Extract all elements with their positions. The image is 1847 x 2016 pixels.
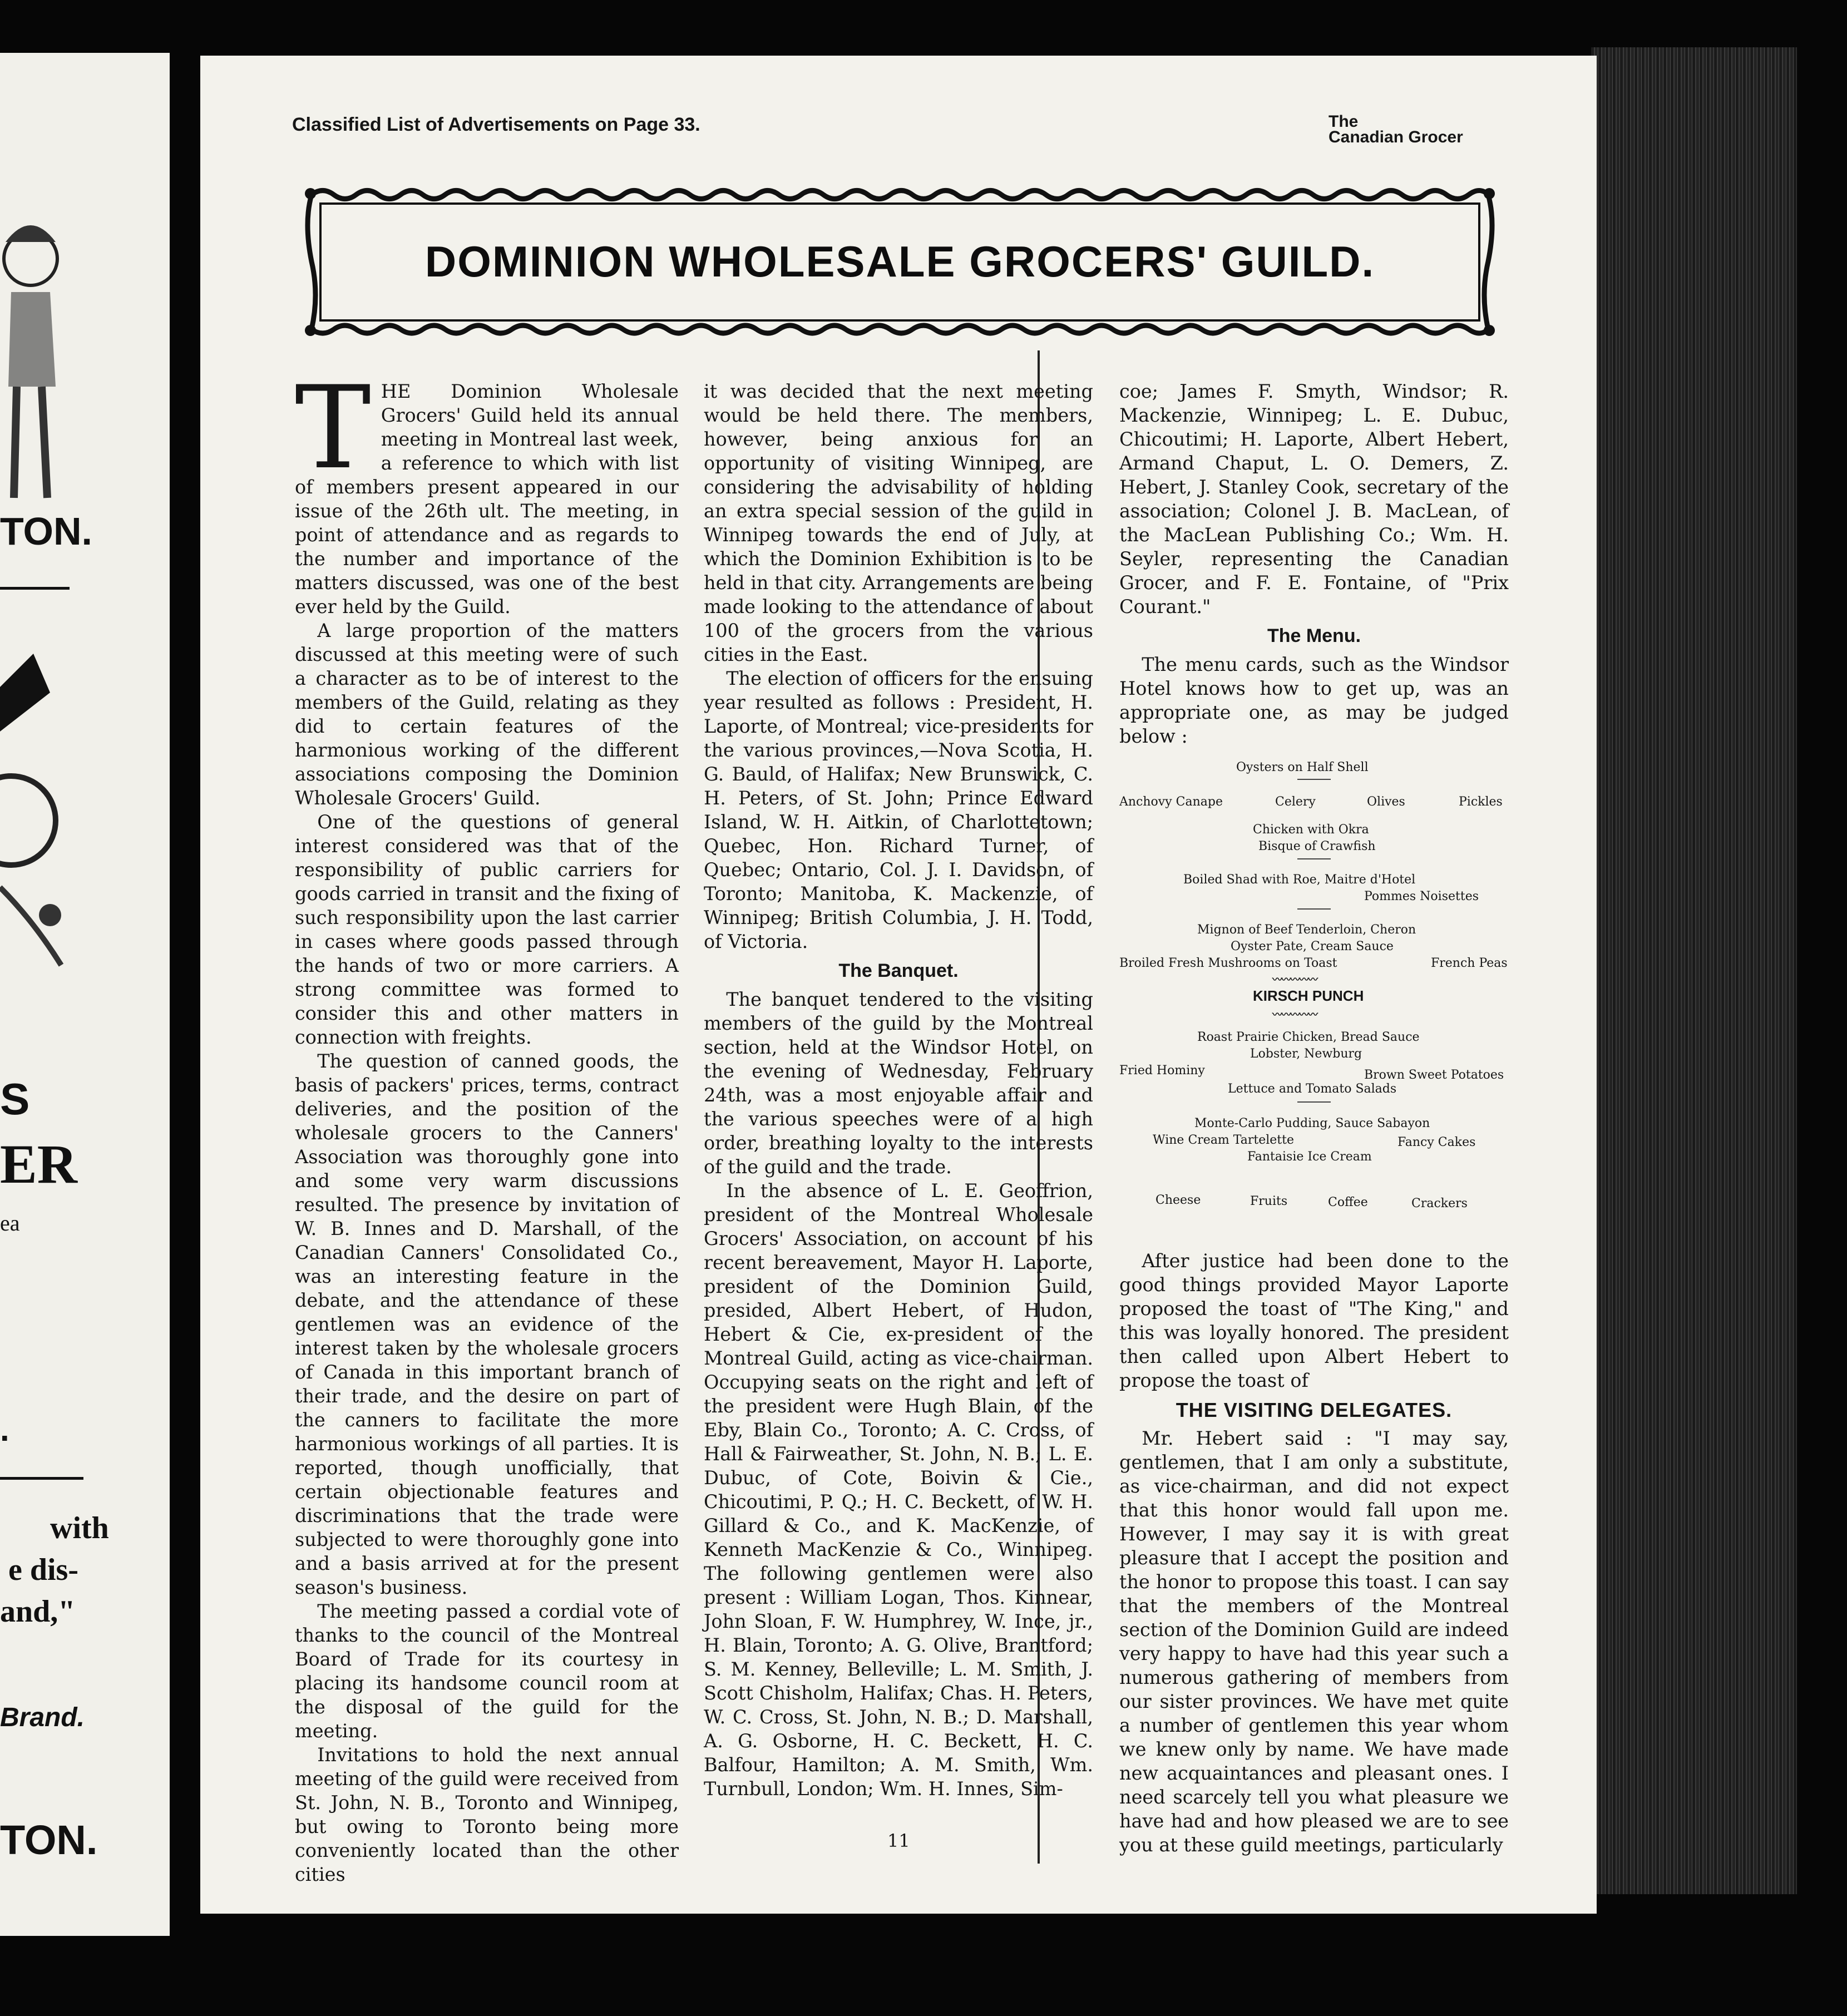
menu-item: Coffee	[1328, 1195, 1368, 1209]
ad-fragment: e dis-	[8, 1553, 78, 1587]
menu-item: Fruits	[1250, 1194, 1288, 1208]
menu-item: Chicken with Okra	[1253, 823, 1369, 837]
menu-item: Celery	[1275, 795, 1316, 809]
publication-name-line2: Canadian Grocer	[1329, 128, 1463, 146]
menu-item: Monte-Carlo Pudding, Sauce Sabayon	[1194, 1116, 1430, 1130]
menu-item: Wine Cream Tartelette	[1153, 1133, 1294, 1147]
paragraph: The election of officers for the ensuing year resulted as follows : President, H. Laporte, of Montreal; vice-presidents for the various provinces,—Nova Scotia, H. G. Bauld, of Halifax; New Brunswick, C. H. Peters, of St. John; Prince Edward Island, W. H. Aitkin, of Charlottetown; Quebec, Hon. Richard Turner, of Quebec; Ontario, Col. J. I. Davidson, of Toronto; Manitoba, K. Mackenzie, of Winnipeg; British Columbia, J. H. Todd, of Victoria.	[704, 668, 1093, 952]
ad-fragment: with	[50, 1511, 109, 1545]
paragraph-text: HE Dominion Wholesale Grocers' Guild held its annual meeting in Montreal last week, a reference to which with list of members present appeared in our issue of the 26th ult. The meeting, in point of attendance and as regards to the number and importance of the matters discussed, was one of the best ever held by the Guild.	[295, 381, 679, 617]
title-banner	[300, 184, 1499, 339]
paragraph: The banquet tendered to the visiting members of the guild by the Montreal section, held at the Windsor Hotel, on the evening of Wednesday, February 24th, was a most enjoyable affair and the various speeches were of a high order, breathing loyalty to the interests of the guild and the trade.	[704, 989, 1093, 1178]
mascot-illustration	[0, 209, 67, 520]
menu-item: Olives	[1367, 795, 1405, 809]
ad-fragment: ER	[0, 1133, 77, 1195]
menu-item: Anchovy Canape	[1119, 795, 1223, 809]
menu-item: Fried Hominy	[1119, 1064, 1205, 1078]
menu-item: Oyster Pate, Cream Sauce	[1231, 940, 1394, 953]
book-edge	[1591, 47, 1797, 1894]
ad-fragment: TON.	[0, 510, 92, 553]
menu-item: Roast Prairie Chicken, Bread Sauce	[1197, 1030, 1420, 1044]
menu-item: Boiled Shad with Roe, Maitre d'Hotel	[1183, 873, 1416, 887]
menu-rule	[1297, 779, 1331, 780]
paragraph: The question of canned goods, the basis of packers' prices, terms, contract deliveries, and the position of the wholesale grocers to the Canners' Association was thoroughly gone into and some very warm discussions resulted. The presence by invitation of W. B. Innes and D. Marshall, of the Canadian Canners' Consolidated Co., was an interesting feature in the debate, and the attendance of these gentlemen was an evidence of the interest taken by the wholesale grocers of Canada in this important branch of their trade, and the desire on part of the canners to facilitate the more harmonious workings of all parties. It is reported, though unofficially, that certain objectionable features and discriminations that the trade were subjected to were thoroughly gone into and a basis arrived at for the present season's business.	[295, 1050, 679, 1598]
drop-cap: T	[295, 362, 371, 495]
article-column-2	[704, 379, 1093, 1801]
ad-fragment: TON.	[0, 1817, 98, 1863]
ad-fragment: Brand.	[0, 1703, 85, 1732]
menu-item: Fantaisie Ice Cream	[1247, 1150, 1372, 1164]
ad-rule	[0, 1477, 83, 1480]
ad-fragment: .	[0, 1411, 9, 1448]
paragraph: The meeting passed a cordial vote of thanks to the council of the Montreal Board of Trade for its courtesy in placing its handsome council room at the disposal of the guild for the meeting.	[295, 1600, 679, 1742]
header-publication-name	[1329, 114, 1463, 145]
menu-rule	[1297, 858, 1331, 859]
badge-illustration	[0, 654, 78, 1010]
left-facing-page	[0, 53, 170, 1936]
publication-name-line1: The	[1329, 112, 1359, 131]
paragraph: Mr. Hebert said : "I may say, gentlemen, that I am only a substitute, as vice-chairman, and did not expect that this honor would fall upon me. However, I may say it is with great pleasure that I accept the position and the honor to propose this toast. I can say that the members of the Montreal section of the Dominion Guild are indeed very happy to have had this year such a numerous gathering of members from our sister provinces. We have met quite a number of gentlemen this year whom we knew only by name. We have made new acquaintances and pleasant ones. I need scarcely tell you what pleasure we have had and how pleased we are to see you at these guild meetings, particularly	[1119, 1427, 1509, 1856]
menu-rule	[1297, 908, 1331, 910]
menu-item: Mignon of Beef Tenderloin, Cheron	[1197, 923, 1416, 937]
header-classified-note: Classified List of Advertisements on Page 33.	[292, 114, 700, 135]
ad-fragment: and,"	[0, 1594, 76, 1629]
section-heading-banquet: The Banquet.	[838, 960, 959, 981]
paragraph: After justice had been done to the good things provided Mayor Laporte proposed the toast of "The King," and this was loyally honored. The president then called upon Albert Hebert to propose the toast of	[1119, 1250, 1509, 1391]
menu-item: Lettuce and Tomato Salads	[1228, 1082, 1397, 1096]
menu-rule	[1297, 1101, 1331, 1103]
paragraph: Invitations to hold the next annual meeting of the guild were received from St. John, N. B., Toronto and Winnipeg, but owing to Toronto being more conveniently located than the other cities	[295, 1744, 679, 1885]
menu-ornament: 〰〰〰〰〰	[1272, 1009, 1317, 1021]
menu-item: Pickles	[1459, 795, 1503, 809]
paragraph: One of the questions of general interest considered was that of the responsibility of public carriers for goods carried in transit and the fixing of such responsibility upon the last carrier in cases where goods passed through the hands of two or more carriers. A strong committee was formed to consider this and other matters in connection with freights.	[295, 811, 679, 1048]
paragraph: In the absence of L. E. Geoffrion, president of the Montreal Wholesale Grocers' Association, on account of his recent bereavement, Mayor H. Laporte, president of the Dominion Guild, presided, Albert Hebert, of Hudon, Hebert & Cie, ex-president of the Montreal Guild, acting as vice-chairman. Occupying seats on the right and left of the president were Hugh Blain, of the Eby, Blain Co., Toronto; A. C. Cross, of Hall & Fairweather, St. John, N. B.; L. E. Dubuc, of Cote, Boivin & Cie., Chicoutimi, P. Q.; H. C. Beckett, of W. H. Gillard & Co., and K. MacKenzie, of Kenneth MacKenzie & Co., Winnipeg. The following gentlemen were also present : William Logan, Thos. Kinnear, John Sloan, F. W. Humphrey, W. Ince, jr., H. Blain, Toronto; A. G. Olive, Brantford; S. M. Kenney, Belleville; L. M. Smith, J. Scott Chisholm, Halifax; Chas. H. Peters, W. C. Cross, St. John, N. B.; D. Marshall, A. G. Osborne, H. C. Beckett, H. C. Balfour, Hamilton; A. M. Smith, Wm. Turnbull, London; Wm. H. Innes, Sim-	[704, 1180, 1093, 1800]
menu-item: Oysters on Half Shell	[1236, 760, 1369, 774]
paragraph: it was decided that the next meeting would be held there. The members, however, being anxious for an opportunity of visiting Winnipeg, are considering the advisability of holding an extra special session of the guild in Winnipeg towards the end of July, at which the Dominion Exhibition is to be held in that city. Arrangements are being made looking to the attendance of about 100 of the grocers from the various cities in the East.	[704, 381, 1093, 665]
page-number: 11	[887, 1830, 910, 1851]
article-column-1	[295, 362, 679, 1886]
paragraph: A large proportion of the matters discussed at this meeting were of such a character as to be of interest to the members of the Guild, relating as they did to certain features of the harmonious working of the different associations composing the Dominion Wholesale Grocers' Guild.	[295, 620, 679, 809]
menu-item: Pommes Noisettes	[1364, 890, 1479, 903]
banquet-menu	[1119, 759, 1509, 1243]
section-heading-visiting-delegates: THE VISITING DELEGATES.	[1176, 1399, 1453, 1421]
menu-item: Broiled Fresh Mushrooms on Toast	[1119, 956, 1337, 970]
menu-item-punch: KIRSCH PUNCH	[1253, 987, 1364, 1004]
menu-item: Crackers	[1411, 1197, 1468, 1210]
menu-item: Cheese	[1155, 1193, 1201, 1207]
menu-ornament: 〰〰〰〰〰	[1272, 974, 1317, 986]
ad-rule	[0, 587, 70, 590]
menu-item: Brown Sweet Potatoes	[1364, 1068, 1504, 1082]
menu-item: Fancy Cakes	[1397, 1135, 1476, 1149]
menu-item: Bisque of Crawfish	[1258, 839, 1376, 853]
section-heading-menu: The Menu.	[1267, 625, 1361, 646]
article-column-3	[1119, 379, 1509, 1857]
menu-item: French Peas	[1431, 956, 1508, 970]
article-title: DOMINION WHOLESALE GROCERS' GUILD.	[424, 237, 1375, 286]
paragraph	[295, 362, 679, 619]
ad-fragment: S	[0, 1074, 30, 1124]
paragraph: coe; James F. Smyth, Windsor; R. Mackenzie, Winnipeg; L. E. Dubuc, Chicoutimi; H. Laporte, Albert Hebert, Armand Chaput, L. O. Demers, Z. Hebert, J. Stanley Cook, secretary of the association; Colonel J. B. MacLean, of the MacLean Publishing Co.; Wm. H. Seyler, representing the Canadian Grocer, and F. E. Fontaine, of "Prix Courant."	[1119, 381, 1509, 617]
menu-item: Lobster, Newburg	[1250, 1047, 1362, 1061]
paragraph: The menu cards, such as the Windsor Hotel knows how to get up, was an appropriate one, as may be judged below :	[1119, 654, 1509, 747]
ad-fragment: ea	[0, 1210, 20, 1236]
